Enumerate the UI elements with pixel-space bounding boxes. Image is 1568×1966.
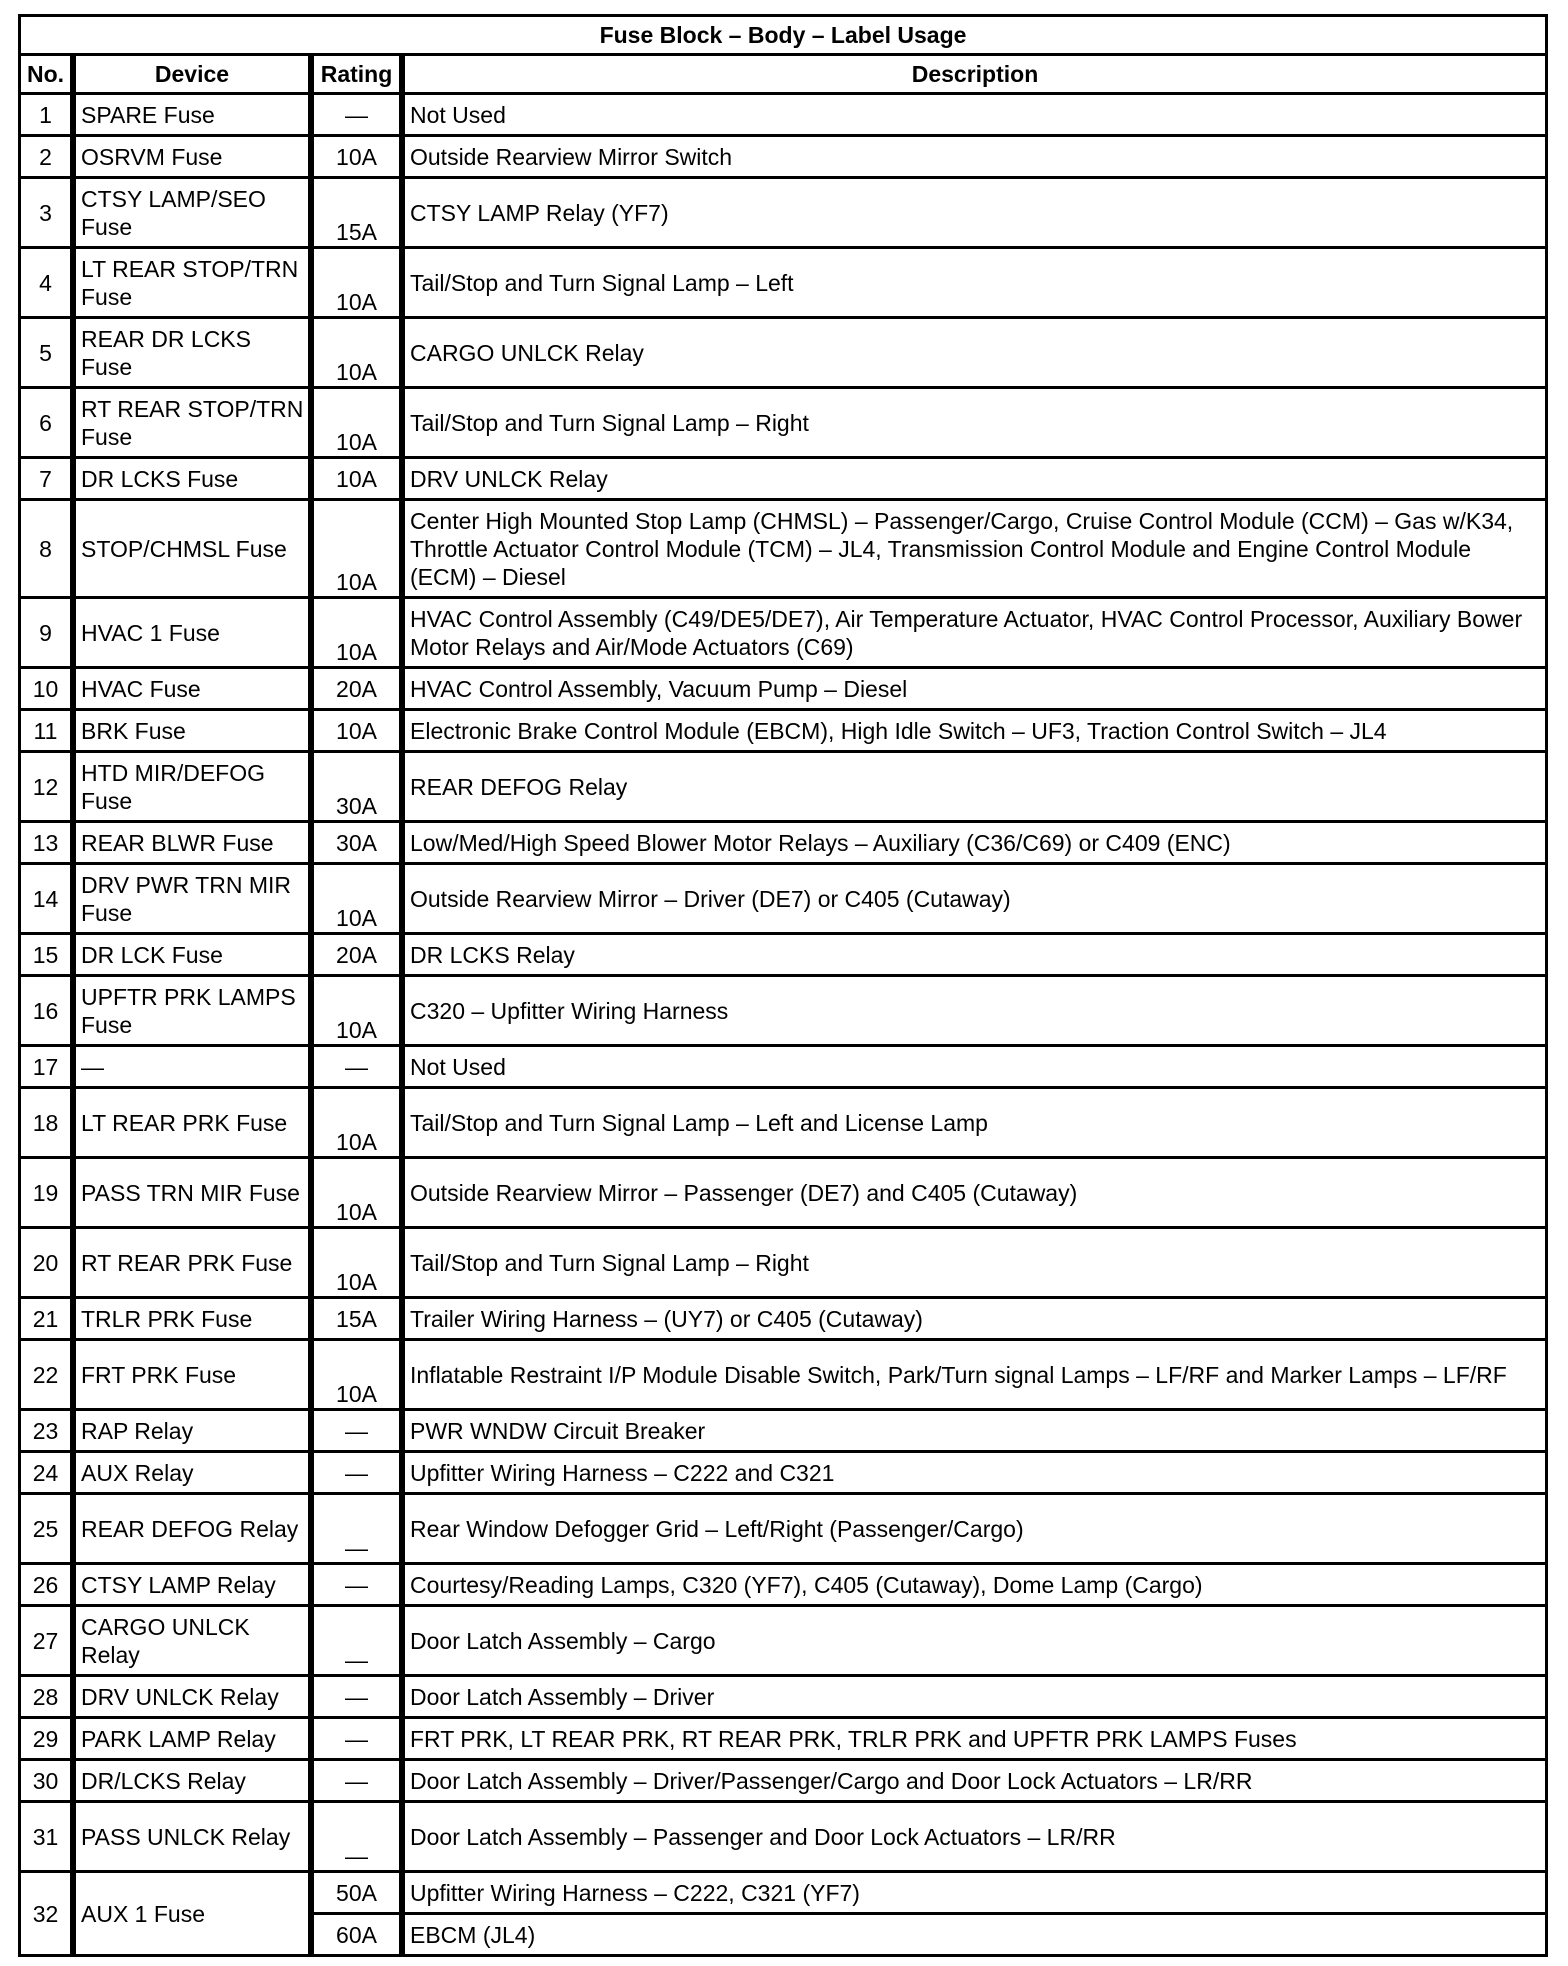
cell-description: REAR DEFOG Relay xyxy=(405,753,1548,823)
cell-device: RAP Relay xyxy=(76,1411,314,1453)
cell-description: Center High Mounted Stop Lamp (CHMSL) – Passenger/Cargo, Cruise Control Module (CCM) – Gas w/K34, Throttle Actuator Control Module (TCM) – JL4, Transmission Control Module and Engine Control Module (ECM) – Diesel xyxy=(405,501,1548,599)
cell-description: HVAC Control Assembly (C49/DE5/DE7), Air Temperature Actuator, HVAC Control Processor, Auxiliary Bower Motor Relays and Air/Mode Actuators (C69) xyxy=(405,599,1548,669)
cell-device: HVAC 1 Fuse xyxy=(76,599,314,669)
cell-device: REAR DR LCKS Fuse xyxy=(76,319,314,389)
cell-description: EBCM (JL4) xyxy=(405,1915,1548,1957)
cell-description: Courtesy/Reading Lamps, C320 (YF7), C405 (Cutaway), Dome Lamp (Cargo) xyxy=(405,1565,1548,1607)
cell-description: Not Used xyxy=(405,95,1548,137)
cell-description: Low/Med/High Speed Blower Motor Relays – Auxiliary (C36/C69) or C409 (ENC) xyxy=(405,823,1548,865)
cell-description: Door Latch Assembly – Driver xyxy=(405,1677,1548,1719)
cell-no: 7 xyxy=(21,459,76,501)
table-row xyxy=(21,1873,1548,1915)
table-row xyxy=(21,1565,1548,1607)
cell-description: Tail/Stop and Turn Signal Lamp – Right xyxy=(405,1229,1548,1299)
cell-device: CTSY LAMP Relay xyxy=(76,1565,314,1607)
cell-rating: 10A xyxy=(314,501,405,599)
cell-description: CTSY LAMP Relay (YF7) xyxy=(405,179,1548,249)
cell-rating: — xyxy=(314,1047,405,1089)
table-row xyxy=(21,1229,1548,1299)
cell-rating: 20A xyxy=(314,669,405,711)
cell-description: Electronic Brake Control Module (EBCM), High Idle Switch – UF3, Traction Control Switch – JL4 xyxy=(405,711,1548,753)
table-row xyxy=(21,459,1548,501)
cell-device: AUX Relay xyxy=(76,1453,314,1495)
cell-description: Upfitter Wiring Harness – C222, C321 (YF7) xyxy=(405,1873,1548,1915)
cell-no: 16 xyxy=(21,977,76,1047)
cell-description: DR LCKS Relay xyxy=(405,935,1548,977)
cell-rating: 10A xyxy=(314,137,405,179)
cell-device: PASS UNLCK Relay xyxy=(76,1803,314,1873)
cell-device: HVAC Fuse xyxy=(76,669,314,711)
cell-rating: — xyxy=(314,1803,405,1873)
cell-no: 14 xyxy=(21,865,76,935)
cell-no: 10 xyxy=(21,669,76,711)
cell-no: 26 xyxy=(21,1565,76,1607)
cell-rating: 15A xyxy=(314,179,405,249)
table-row xyxy=(21,319,1548,389)
cell-device: REAR DEFOG Relay xyxy=(76,1495,314,1565)
cell-description: Outside Rearview Mirror – Driver (DE7) or C405 (Cutaway) xyxy=(405,865,1548,935)
cell-description: PWR WNDW Circuit Breaker xyxy=(405,1411,1548,1453)
table-row xyxy=(21,823,1548,865)
cell-device: — xyxy=(76,1047,314,1089)
cell-rating: 20A xyxy=(314,935,405,977)
cell-rating: 10A xyxy=(314,459,405,501)
cell-no: 13 xyxy=(21,823,76,865)
cell-device: LT REAR STOP/TRN Fuse xyxy=(76,249,314,319)
cell-no: 4 xyxy=(21,249,76,319)
table-title: Fuse Block – Body – Label Usage xyxy=(21,17,1548,56)
cell-no: 31 xyxy=(21,1803,76,1873)
table-row xyxy=(21,1607,1548,1677)
fuse-usage-table xyxy=(18,14,1548,1957)
cell-rating: 10A xyxy=(314,599,405,669)
table-row xyxy=(21,1047,1548,1089)
cell-description: Tail/Stop and Turn Signal Lamp – Left and License Lamp xyxy=(405,1089,1548,1159)
cell-rating: 10A xyxy=(314,865,405,935)
cell-description: Door Latch Assembly – Cargo xyxy=(405,1607,1548,1677)
cell-no: 29 xyxy=(21,1719,76,1761)
cell-device: TRLR PRK Fuse xyxy=(76,1299,314,1341)
cell-no: 23 xyxy=(21,1411,76,1453)
cell-description: Inflatable Restraint I/P Module Disable Switch, Park/Turn signal Lamps – LF/RF and Marker Lamps – LF/RF xyxy=(405,1341,1548,1411)
cell-no: 2 xyxy=(21,137,76,179)
cell-rating: 30A xyxy=(314,753,405,823)
cell-device: PARK LAMP Relay xyxy=(76,1719,314,1761)
cell-rating: 10A xyxy=(314,1341,405,1411)
cell-rating: 10A xyxy=(314,1089,405,1159)
table-row xyxy=(21,977,1548,1047)
cell-description: Door Latch Assembly – Driver/Passenger/Cargo and Door Lock Actuators – LR/RR xyxy=(405,1761,1548,1803)
column-header-description: Description xyxy=(405,56,1548,95)
table-row xyxy=(21,599,1548,669)
table-row xyxy=(21,95,1548,137)
cell-rating: — xyxy=(314,1677,405,1719)
table-row xyxy=(21,1089,1548,1159)
table-row xyxy=(21,249,1548,319)
cell-rating: — xyxy=(314,1761,405,1803)
table-row xyxy=(21,1803,1548,1873)
cell-no: 11 xyxy=(21,711,76,753)
cell-rating: — xyxy=(314,1411,405,1453)
cell-device: DR LCKS Fuse xyxy=(76,459,314,501)
table-row xyxy=(21,389,1548,459)
cell-rating: — xyxy=(314,1453,405,1495)
table-header-row xyxy=(21,56,1548,95)
cell-rating: 10A xyxy=(314,977,405,1047)
table-row xyxy=(21,711,1548,753)
table-row xyxy=(21,1411,1548,1453)
cell-device: RT REAR STOP/TRN Fuse xyxy=(76,389,314,459)
cell-description: Rear Window Defogger Grid – Left/Right (Passenger/Cargo) xyxy=(405,1495,1548,1565)
cell-rating: — xyxy=(314,1719,405,1761)
cell-description: Upfitter Wiring Harness – C222 and C321 xyxy=(405,1453,1548,1495)
cell-rating: — xyxy=(314,1607,405,1677)
cell-no: 3 xyxy=(21,179,76,249)
table-row xyxy=(21,179,1548,249)
cell-description: CARGO UNLCK Relay xyxy=(405,319,1548,389)
cell-no: 28 xyxy=(21,1677,76,1719)
cell-device: UPFTR PRK LAMPS Fuse xyxy=(76,977,314,1047)
table-row xyxy=(21,1495,1548,1565)
cell-description: C320 – Upfitter Wiring Harness xyxy=(405,977,1548,1047)
cell-rating: 10A xyxy=(314,1159,405,1229)
cell-description: Tail/Stop and Turn Signal Lamp – Left xyxy=(405,249,1548,319)
cell-no: 20 xyxy=(21,1229,76,1299)
cell-no: 27 xyxy=(21,1607,76,1677)
cell-description: Tail/Stop and Turn Signal Lamp – Right xyxy=(405,389,1548,459)
cell-no: 22 xyxy=(21,1341,76,1411)
table-row xyxy=(21,669,1548,711)
cell-no: 18 xyxy=(21,1089,76,1159)
column-header-device: Device xyxy=(76,56,314,95)
cell-device: CARGO UNLCK Relay xyxy=(76,1607,314,1677)
cell-rating: — xyxy=(314,95,405,137)
table-row xyxy=(21,1677,1548,1719)
cell-rating: 10A xyxy=(314,319,405,389)
cell-description: Outside Rearview Mirror Switch xyxy=(405,137,1548,179)
cell-no: 6 xyxy=(21,389,76,459)
table-row xyxy=(21,501,1548,599)
cell-rating: 10A xyxy=(314,711,405,753)
cell-device: STOP/CHMSL Fuse xyxy=(76,501,314,599)
cell-description: FRT PRK, LT REAR PRK, RT REAR PRK, TRLR PRK and UPFTR PRK LAMPS Fuses xyxy=(405,1719,1548,1761)
cell-no: 15 xyxy=(21,935,76,977)
cell-description: DRV UNLCK Relay xyxy=(405,459,1548,501)
cell-device: PASS TRN MIR Fuse xyxy=(76,1159,314,1229)
cell-description: Outside Rearview Mirror – Passenger (DE7) and C405 (Cutaway) xyxy=(405,1159,1548,1229)
cell-device: BRK Fuse xyxy=(76,711,314,753)
cell-rating: — xyxy=(314,1565,405,1607)
table-row xyxy=(21,1719,1548,1761)
table-row xyxy=(21,1453,1548,1495)
cell-device: CTSY LAMP/SEO Fuse xyxy=(76,179,314,249)
cell-no: 19 xyxy=(21,1159,76,1229)
table-row xyxy=(21,1159,1548,1229)
cell-rating: 10A xyxy=(314,249,405,319)
cell-no: 1 xyxy=(21,95,76,137)
cell-no: 32 xyxy=(21,1873,76,1957)
cell-device: DR LCK Fuse xyxy=(76,935,314,977)
cell-no: 30 xyxy=(21,1761,76,1803)
cell-no: 9 xyxy=(21,599,76,669)
cell-device: DR/LCKS Relay xyxy=(76,1761,314,1803)
table-row xyxy=(21,1341,1548,1411)
cell-no: 21 xyxy=(21,1299,76,1341)
cell-description: HVAC Control Assembly, Vacuum Pump – Diesel xyxy=(405,669,1548,711)
cell-description: Trailer Wiring Harness – (UY7) or C405 (Cutaway) xyxy=(405,1299,1548,1341)
cell-no: 24 xyxy=(21,1453,76,1495)
cell-device: OSRVM Fuse xyxy=(76,137,314,179)
cell-device: DRV PWR TRN MIR Fuse xyxy=(76,865,314,935)
cell-rating: 50A xyxy=(314,1873,405,1915)
cell-device: SPARE Fuse xyxy=(76,95,314,137)
cell-description: Door Latch Assembly – Passenger and Door Lock Actuators – LR/RR xyxy=(405,1803,1548,1873)
cell-rating: 10A xyxy=(314,389,405,459)
cell-no: 12 xyxy=(21,753,76,823)
cell-device: RT REAR PRK Fuse xyxy=(76,1229,314,1299)
cell-device: DRV UNLCK Relay xyxy=(76,1677,314,1719)
table-title-row xyxy=(21,17,1548,56)
cell-description: Not Used xyxy=(405,1047,1548,1089)
table-row xyxy=(21,753,1548,823)
cell-rating: 60A xyxy=(314,1915,405,1957)
column-header-no: No. xyxy=(21,56,76,95)
cell-rating: 15A xyxy=(314,1299,405,1341)
table-row xyxy=(21,1299,1548,1341)
cell-no: 25 xyxy=(21,1495,76,1565)
cell-device: LT REAR PRK Fuse xyxy=(76,1089,314,1159)
cell-device: FRT PRK Fuse xyxy=(76,1341,314,1411)
cell-device: AUX 1 Fuse xyxy=(76,1873,314,1957)
cell-no: 5 xyxy=(21,319,76,389)
table-row xyxy=(21,865,1548,935)
table-row xyxy=(21,137,1548,179)
cell-no: 8 xyxy=(21,501,76,599)
cell-device: REAR BLWR Fuse xyxy=(76,823,314,865)
table-row xyxy=(21,935,1548,977)
column-header-rating: Rating xyxy=(314,56,405,95)
cell-rating: — xyxy=(314,1495,405,1565)
table-row xyxy=(21,1761,1548,1803)
cell-no: 17 xyxy=(21,1047,76,1089)
cell-rating: 10A xyxy=(314,1229,405,1299)
cell-device: HTD MIR/DEFOG Fuse xyxy=(76,753,314,823)
cell-rating: 30A xyxy=(314,823,405,865)
